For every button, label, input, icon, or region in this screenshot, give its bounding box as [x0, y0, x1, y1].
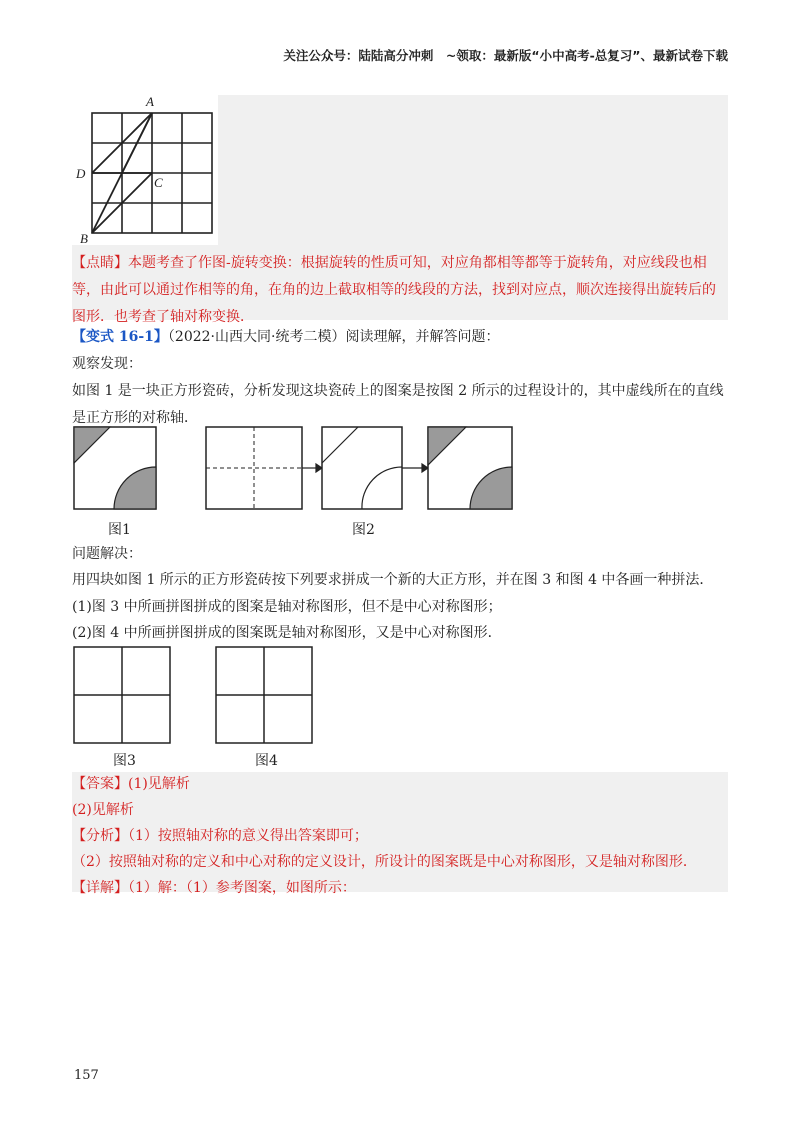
- fig4-grid: [216, 647, 312, 743]
- page-header: 关注公众号：陆陆高分冲刺 ~领取：最新版“小中高考-总复习”、最新试卷下载: [283, 48, 728, 63]
- arrow-2-icon: [402, 464, 428, 472]
- variant-heading: [72, 324, 728, 351]
- arrow-1-icon: [302, 464, 322, 472]
- tile-figures: [72, 425, 728, 515]
- question-2: (2)图 4 中所画拼图拼成的图案既是轴对称图形，又是中心对称图形．: [72, 625, 502, 641]
- answer-1: (1)见解析: [128, 776, 190, 792]
- label-d: D: [76, 166, 86, 181]
- dianjing-paragraph: [72, 250, 728, 331]
- fig2-step1: [206, 427, 302, 509]
- analysis-line-1: [72, 823, 728, 850]
- fig3-grid: [74, 647, 170, 743]
- fig2-step2: [322, 427, 402, 509]
- label-a: A: [146, 94, 154, 109]
- answer-tag: 【答案】: [72, 776, 128, 792]
- question-1: (1)图 3 中所画拼图拼成的图案是轴对称图形，但不是中心对称图形；: [72, 599, 502, 615]
- fig2-step3: [428, 427, 512, 509]
- detail-line: [72, 875, 728, 902]
- fig2-caption: 图2: [352, 522, 375, 538]
- fig1-tile: [74, 427, 156, 509]
- variant-tag: 【变式 16-1】: [72, 329, 168, 345]
- observe-label: 观察发现：: [72, 356, 142, 372]
- fig4-caption: 图4: [255, 753, 278, 769]
- detail-tag: 【详解】: [72, 880, 128, 896]
- page-number: 157: [74, 1068, 99, 1083]
- analysis-tag: 【分析】: [72, 828, 128, 844]
- variant-source: （2022·山西大同·统考二模）阅读理解，并解答问题：: [167, 329, 500, 345]
- fig1-caption: 图1: [108, 522, 131, 538]
- variant-description: 如图 1 是一块正方形瓷砖，分析发现这块瓷砖上的图案是按图 2 所示的过程设计的，其中虚线所在的直线是正方形的对称轴．: [72, 383, 724, 426]
- label-c: C: [154, 175, 163, 190]
- label-b: B: [80, 231, 88, 245]
- grid-figure-svg: [72, 93, 218, 245]
- analysis-1: （1）按照轴对称的意义得出答案即可；: [128, 828, 368, 844]
- task-text: 用四块如图 1 所示的正方形瓷砖按下列要求拼成一个新的大正方形，并在图 3 和图 4 中各画一种拼法．: [72, 572, 714, 588]
- solve-label: 问题解决：: [72, 546, 142, 562]
- answer-grids: [73, 646, 333, 746]
- answer-line-1: [72, 771, 728, 798]
- analysis-line-2: （2）按照轴对称的定义和中心对称的定义设计，所设计的图案既是中心对称图形，又是轴对称图形．: [72, 854, 697, 870]
- dianjing-text: 【点睛】本题考查了作图-旋转变换：根据旋转的性质可知，对应角都相等都等于旋转角，对应线段也相等，由此可以通过作相等的角，在角的边上截取相等的线段的方法，找到对应点，顺次连接得出旋转后的图形．也考查了轴对称变换．: [72, 255, 716, 325]
- answer-line-2: (2)见解析: [72, 802, 134, 818]
- detail-text: （1）解：（1）参考图案，如图所示：: [128, 880, 356, 896]
- fig3-caption: 图3: [113, 753, 136, 769]
